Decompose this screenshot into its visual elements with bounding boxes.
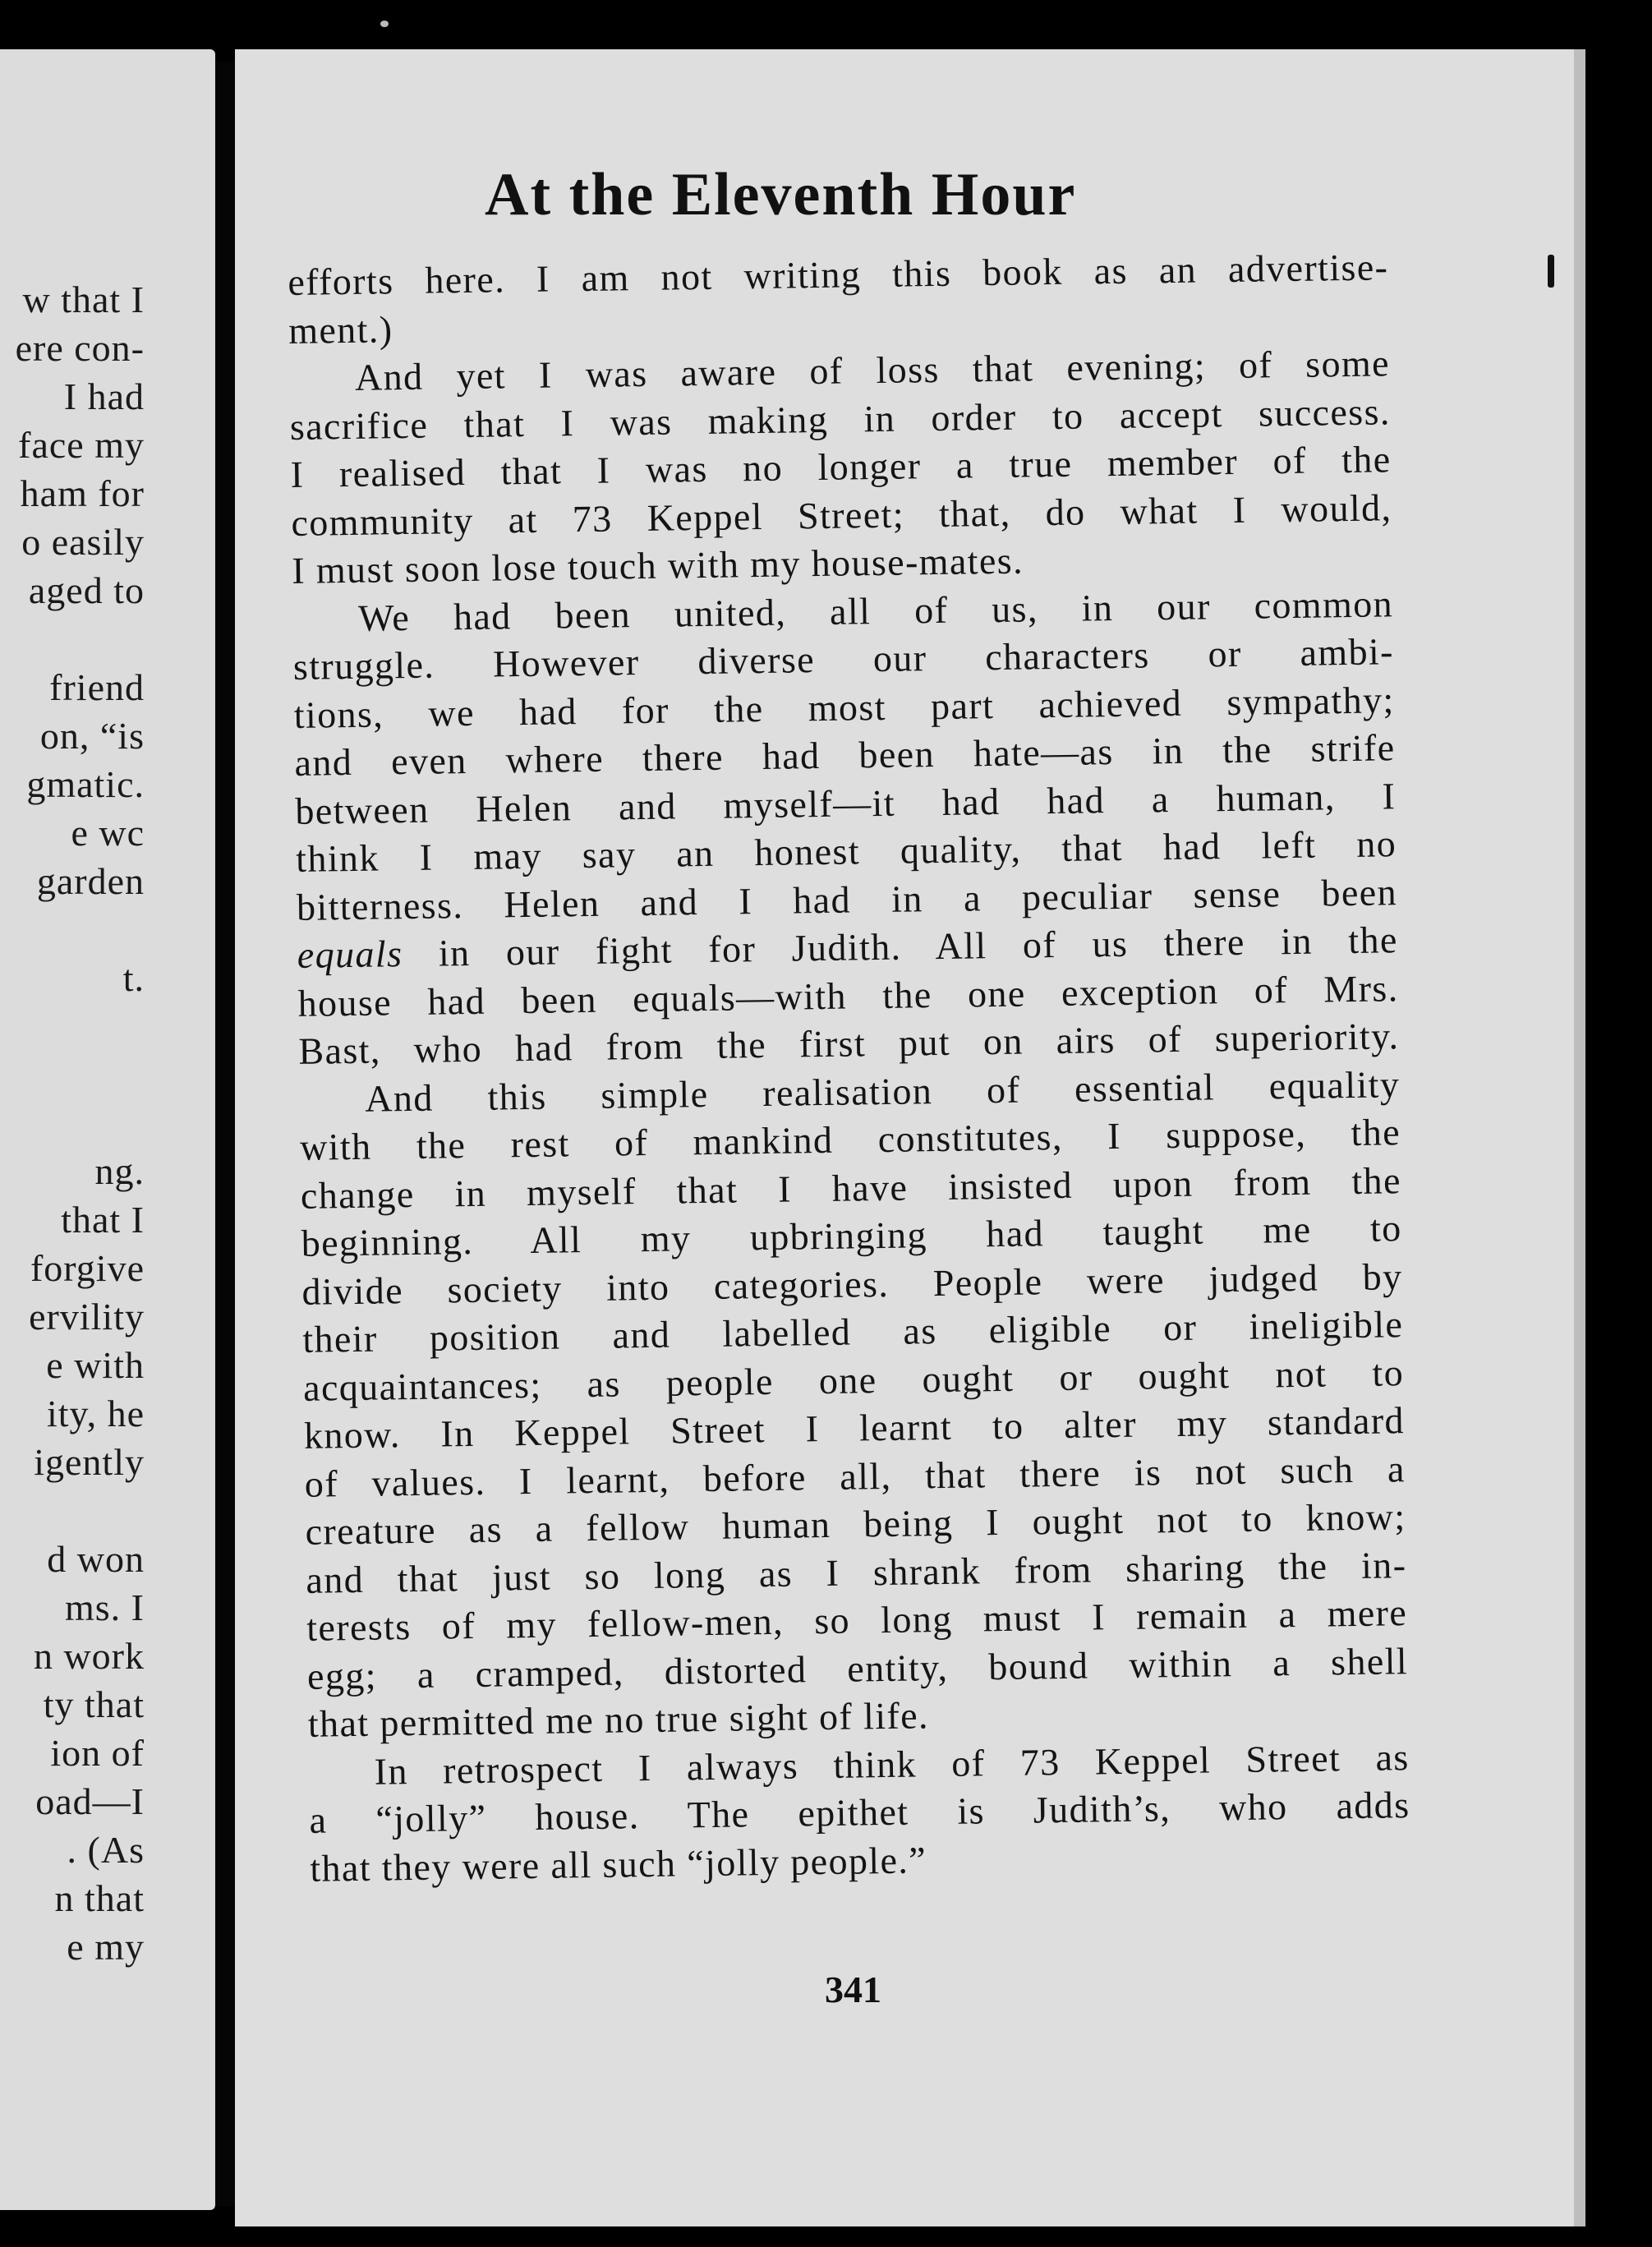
left-line: . (As [67,1829,145,1871]
left-line: friend [49,666,145,708]
body-line: think I may say an honest quality, that had left no [295,822,1397,880]
body-line: I realised that I was no longer a true member of the [290,438,1392,495]
book-gutter [215,62,235,2206]
body-line: house had been equals—with the one exception of Mrs. [297,966,1399,1025]
left-line: ere con- [15,327,145,369]
body-line: between Helen and myself—it had had a human, I [295,774,1397,832]
left-line: ity, he [47,1393,145,1434]
body-line: divide society into categories. People were judged by [301,1255,1403,1313]
left-page-fragment [0,49,215,2210]
page-number: 341 [825,1968,881,2010]
scan-speck [380,21,389,27]
body-line: community at 73 Keppel Street; that, do what I would, [291,486,1392,544]
body-line: Bast, who had from the first put on airs of superiority. [298,1015,1400,1072]
left-line: gmatic. [26,763,145,805]
left-line: ng. [94,1150,145,1192]
left-line: o easily [21,521,145,563]
body-line: terests of my fellow-men, so long must I remain a mere [306,1591,1408,1649]
left-line: w that I [22,279,145,320]
body-line: And yet I was aware of loss that evening; of some [354,342,1391,398]
scan-mark [1548,255,1554,288]
body-line: a “jolly” house. The epithet is Judith’s, who adds [309,1784,1410,1841]
left-line: n work [33,1635,145,1677]
left-line: oad—I [35,1780,145,1822]
left-line: garden [36,860,145,902]
body-line: tions, we had for the most part achieved sympathy; [293,678,1395,736]
left-line: igently [34,1441,145,1483]
body-line: egg; a cramped, distorted entity, bound within a shell [306,1639,1409,1697]
left-line: ervility [29,1296,145,1338]
left-line: ion of [50,1732,145,1774]
body-line: struggle. However diverse our characters or ambi- [292,630,1395,688]
left-line: on, “is [39,715,145,757]
body-line: efforts here. I am not writing this book as an advertise- [288,246,1389,303]
body-line: that they were all such “jolly people.” [309,1838,927,1890]
left-line: e my [67,1926,145,1968]
body-line: We had been united, all of us, in our common [357,582,1394,639]
running-head: At the Eleventh Hour [485,161,1077,228]
italic-word: equals [297,932,403,976]
page-body-text [288,243,1411,1893]
body-line: know. In Keppel Street I learnt to alter my standard [303,1399,1406,1457]
left-line: forgive [30,1247,145,1289]
body-line: their position and labelled as eligible or ineligible [302,1303,1404,1361]
body-line: that permitted me no true sight of life. [307,1694,930,1745]
body-line: I must soon lose touch with my house-mates. [291,539,1024,592]
page-edge [1574,49,1585,2226]
body-line: and even where there had been hate—as in the strife [294,726,1396,784]
body-line-rest: in our fight for Judith. All of us there in the [438,919,1399,974]
body-line: In retrospect I always think of 73 Keppel Street as [374,1735,1410,1793]
body-line: sacrifice that I was making in order to accept success. [289,389,1392,448]
left-line: ty that [43,1683,145,1725]
body-line: creature as a fellow human being I ought not to know; [305,1495,1406,1553]
left-line: n that [54,1877,145,1919]
body-line: bitterness. Helen and I had in a peculiar sense been [296,870,1398,928]
body-line: with the rest of mankind constitutes, I suppose, the [299,1111,1401,1168]
left-line: aged to [28,569,145,611]
body-line: change in myself that I have insisted upon from the [300,1158,1402,1217]
left-line: I had [63,375,145,417]
body-line: and that just so long as I shrank from sharing the in- [306,1543,1407,1601]
left-line: ham for [20,472,145,514]
left-line: that I [61,1199,145,1241]
left-line: ms. I [65,1586,145,1628]
body-line: ment.) [288,307,393,352]
left-line: e with [46,1344,145,1386]
left-line: face my [18,424,145,466]
body-line: And this simple realisation of essential equality [364,1062,1401,1120]
left-line: t. [122,957,145,999]
body-line: of values. I learnt, before all, that there is not such a [304,1447,1406,1505]
body-line: beginning. All my upbringing had taught me to [301,1207,1402,1264]
left-line: e wc [71,812,145,854]
left-line: d won [47,1538,145,1580]
body-line: acquaintances; as people one ought or ought not to [302,1351,1405,1409]
